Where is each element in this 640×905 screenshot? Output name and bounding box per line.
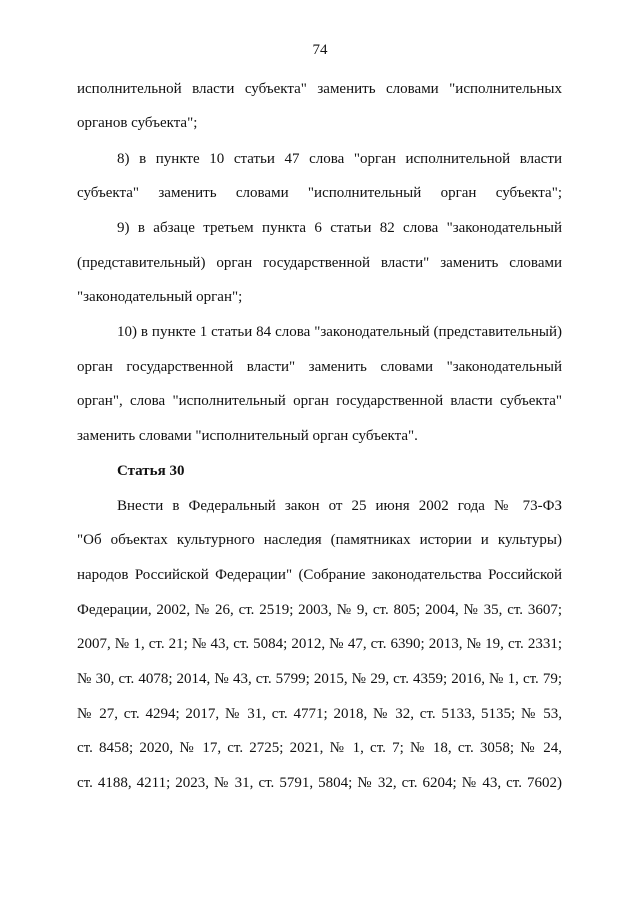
- text-line: 9) в абзаце третьем пункта 6 статьи 82 слова "законодательный: [117, 220, 562, 236]
- text-line: орган государственной власти" заменить словами "законодательный: [77, 359, 562, 375]
- text-line: Внести в Федеральный закон от 25 июня 2002 года № 73-ФЗ: [117, 498, 562, 514]
- text-line: заменить словами "исполнительный орган субъекта".: [77, 428, 418, 444]
- text-line: "законодательный орган";: [77, 289, 243, 305]
- text-line: "Об объектах культурного наследия (памятниках истории и культуры): [77, 532, 562, 548]
- text-line: (представительный) орган государственной власти" заменить словами: [77, 255, 562, 271]
- text-line: исполнительной власти субъекта" заменить словами "исполнительных: [77, 81, 562, 97]
- text-line: ст. 8458; 2020, № 17, ст. 2725; 2021, № 1, ст. 7; № 18, ст. 3058; № 24,: [77, 740, 562, 756]
- text-line: Федерации, 2002, № 26, ст. 2519; 2003, № 9, ст. 805; 2004, № 35, ст. 3607;: [77, 602, 562, 618]
- page-number: 74: [312, 42, 328, 58]
- text-line: № 30, ст. 4078; 2014, № 43, ст. 5799; 2015, № 29, ст. 4359; 2016, № 1, ст. 79;: [77, 671, 562, 687]
- text-line: 2007, № 1, ст. 21; № 43, ст. 5084; 2012, № 47, ст. 6390; 2013, № 19, ст. 2331;: [77, 636, 562, 652]
- text-line: ст. 4188, 4211; 2023, № 31, ст. 5791, 5804; № 32, ст. 6204; № 43, ст. 7602): [77, 775, 562, 791]
- text-line: орган", слова "исполнительный орган государственной власти субъекта": [77, 393, 562, 409]
- text-line: органов субъекта";: [77, 115, 198, 131]
- text-line: № 27, ст. 4294; 2017, № 31, ст. 4771; 2018, № 32, ст. 5133, 5135; № 53,: [77, 706, 562, 722]
- article-heading: Статья 30: [117, 463, 185, 479]
- text-line: 8) в пункте 10 статьи 47 слова "орган исполнительной власти: [117, 151, 562, 167]
- text-line: 10) в пункте 1 статьи 84 слова "законодательный (представительный): [117, 324, 562, 340]
- text-line: народов Российской Федерации" (Собрание законодательства Российской: [77, 567, 562, 583]
- text-line: субъекта" заменить словами "исполнительный орган субъекта";: [77, 185, 562, 201]
